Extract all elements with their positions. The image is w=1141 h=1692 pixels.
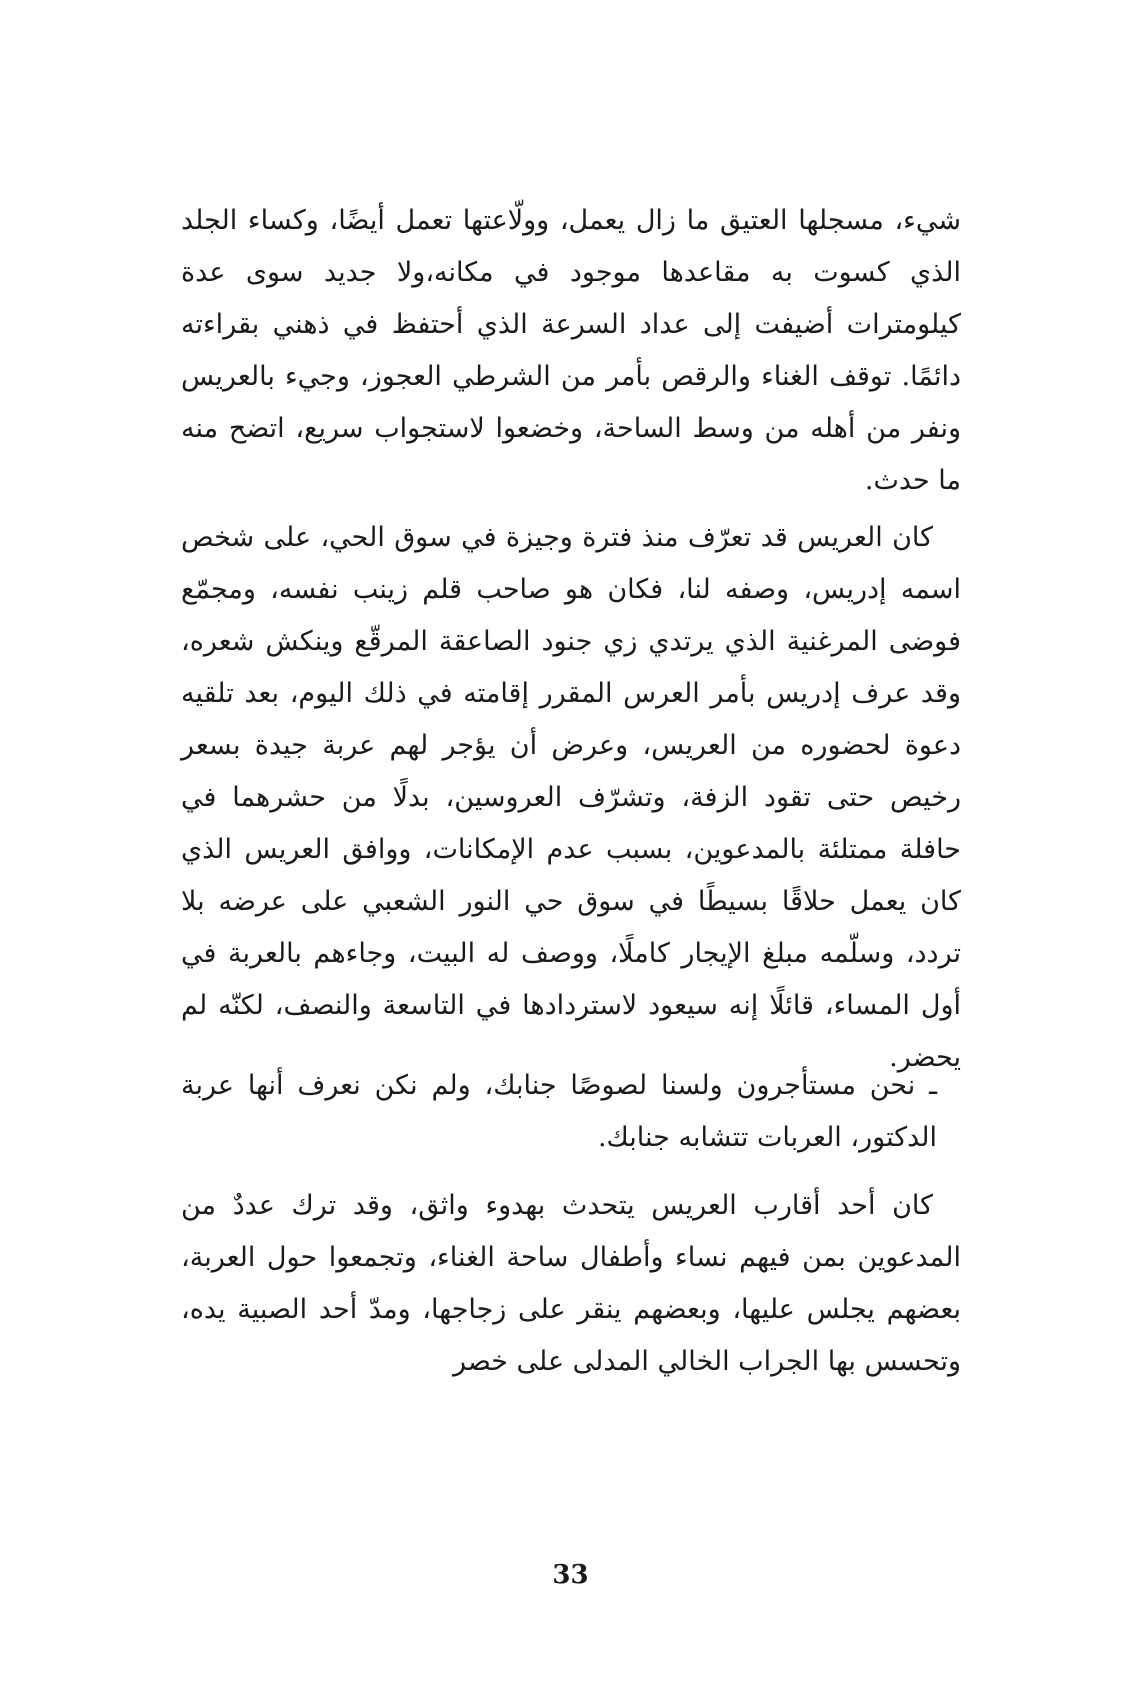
paragraph-2 [181, 512, 961, 1084]
paragraph-text: شيء، مسجلها العتيق ما زال يعمل، وولّاعتها تعمل أيضًا، وكساء الجلد الذي كسوت به مقاعدها موجود في مكانه،ولا جديد سوى عدة كيلومترات أضيفت إلى عداد السرعة الذي أحتفظ في ذهني بقراءته دائمًا. توقف الغناء والرقص بأمر من الشرطي العجوز، وجيء بالعريس ونفر من أهله من وسط الساحة، وخضعوا لاستجواب سريع، اتضح منه ما حدث. [181, 205, 961, 496]
paragraph-text: ـ نحن مستأجرون ولسنا لصوصًا جنابك، ولم نكن نعرف أنها عربة الدكتور، العربات تتشابه جنابك. [181, 1070, 937, 1153]
paragraph-text: كان العريس قد تعرّف منذ فترة وجيزة في سوق الحي، على شخص اسمه إدريس، وصفه لنا، فكان هو صاحب قلم زينب نفسه، ومجمّع فوضى المرغنية الذي يرتدي زي جنود الصاعقة المرقّع وينكش شعره، وقد عرف إدريس بأمر العرس المقرر إقامته في ذلك اليوم، بعد تلقيه دعوة لحضوره من العريس، وعرض أن يؤجر لهم عربة جيدة بسعر رخيص حتى تقود الزفة، وتشرّف العروسين، بدلًا من حشرهما في حافلة ممتلئة بالمدعوين، بسبب عدم الإمكانات، ووافق العريس الذي كان يعمل حلاقًا بسيطًا في سوق حي النور الشعبي على عرضه بلا تردد، وسلّمه مبلغ الإيجار كاملًا، ووصف له البيت، وجاءهم بالعربة في أول المساء، قائلًا إنه سيعود لاستردادها في التاسعة والنصف، لكنّه لم يحضر. [181, 522, 961, 1073]
page-number: 33 [552, 1560, 589, 1590]
dialogue-paragraph [181, 1060, 961, 1164]
paragraph-4 [181, 1180, 961, 1388]
paragraph-text: كان أحد أقارب العريس يتحدث بهدوء واثق، وقد ترك عددٌ من المدعوين بمن فيهم نساء وأطفال ساحة الغناء، وتجمعوا حول العربة، بعضهم يجلس عليها، وبعضهم ينقر على زجاجها، ومدّ أحد الصبية يده، وتحسس بها الجراب الخالي المدلى على خصر [181, 1190, 961, 1377]
paragraph-1 [181, 195, 961, 507]
